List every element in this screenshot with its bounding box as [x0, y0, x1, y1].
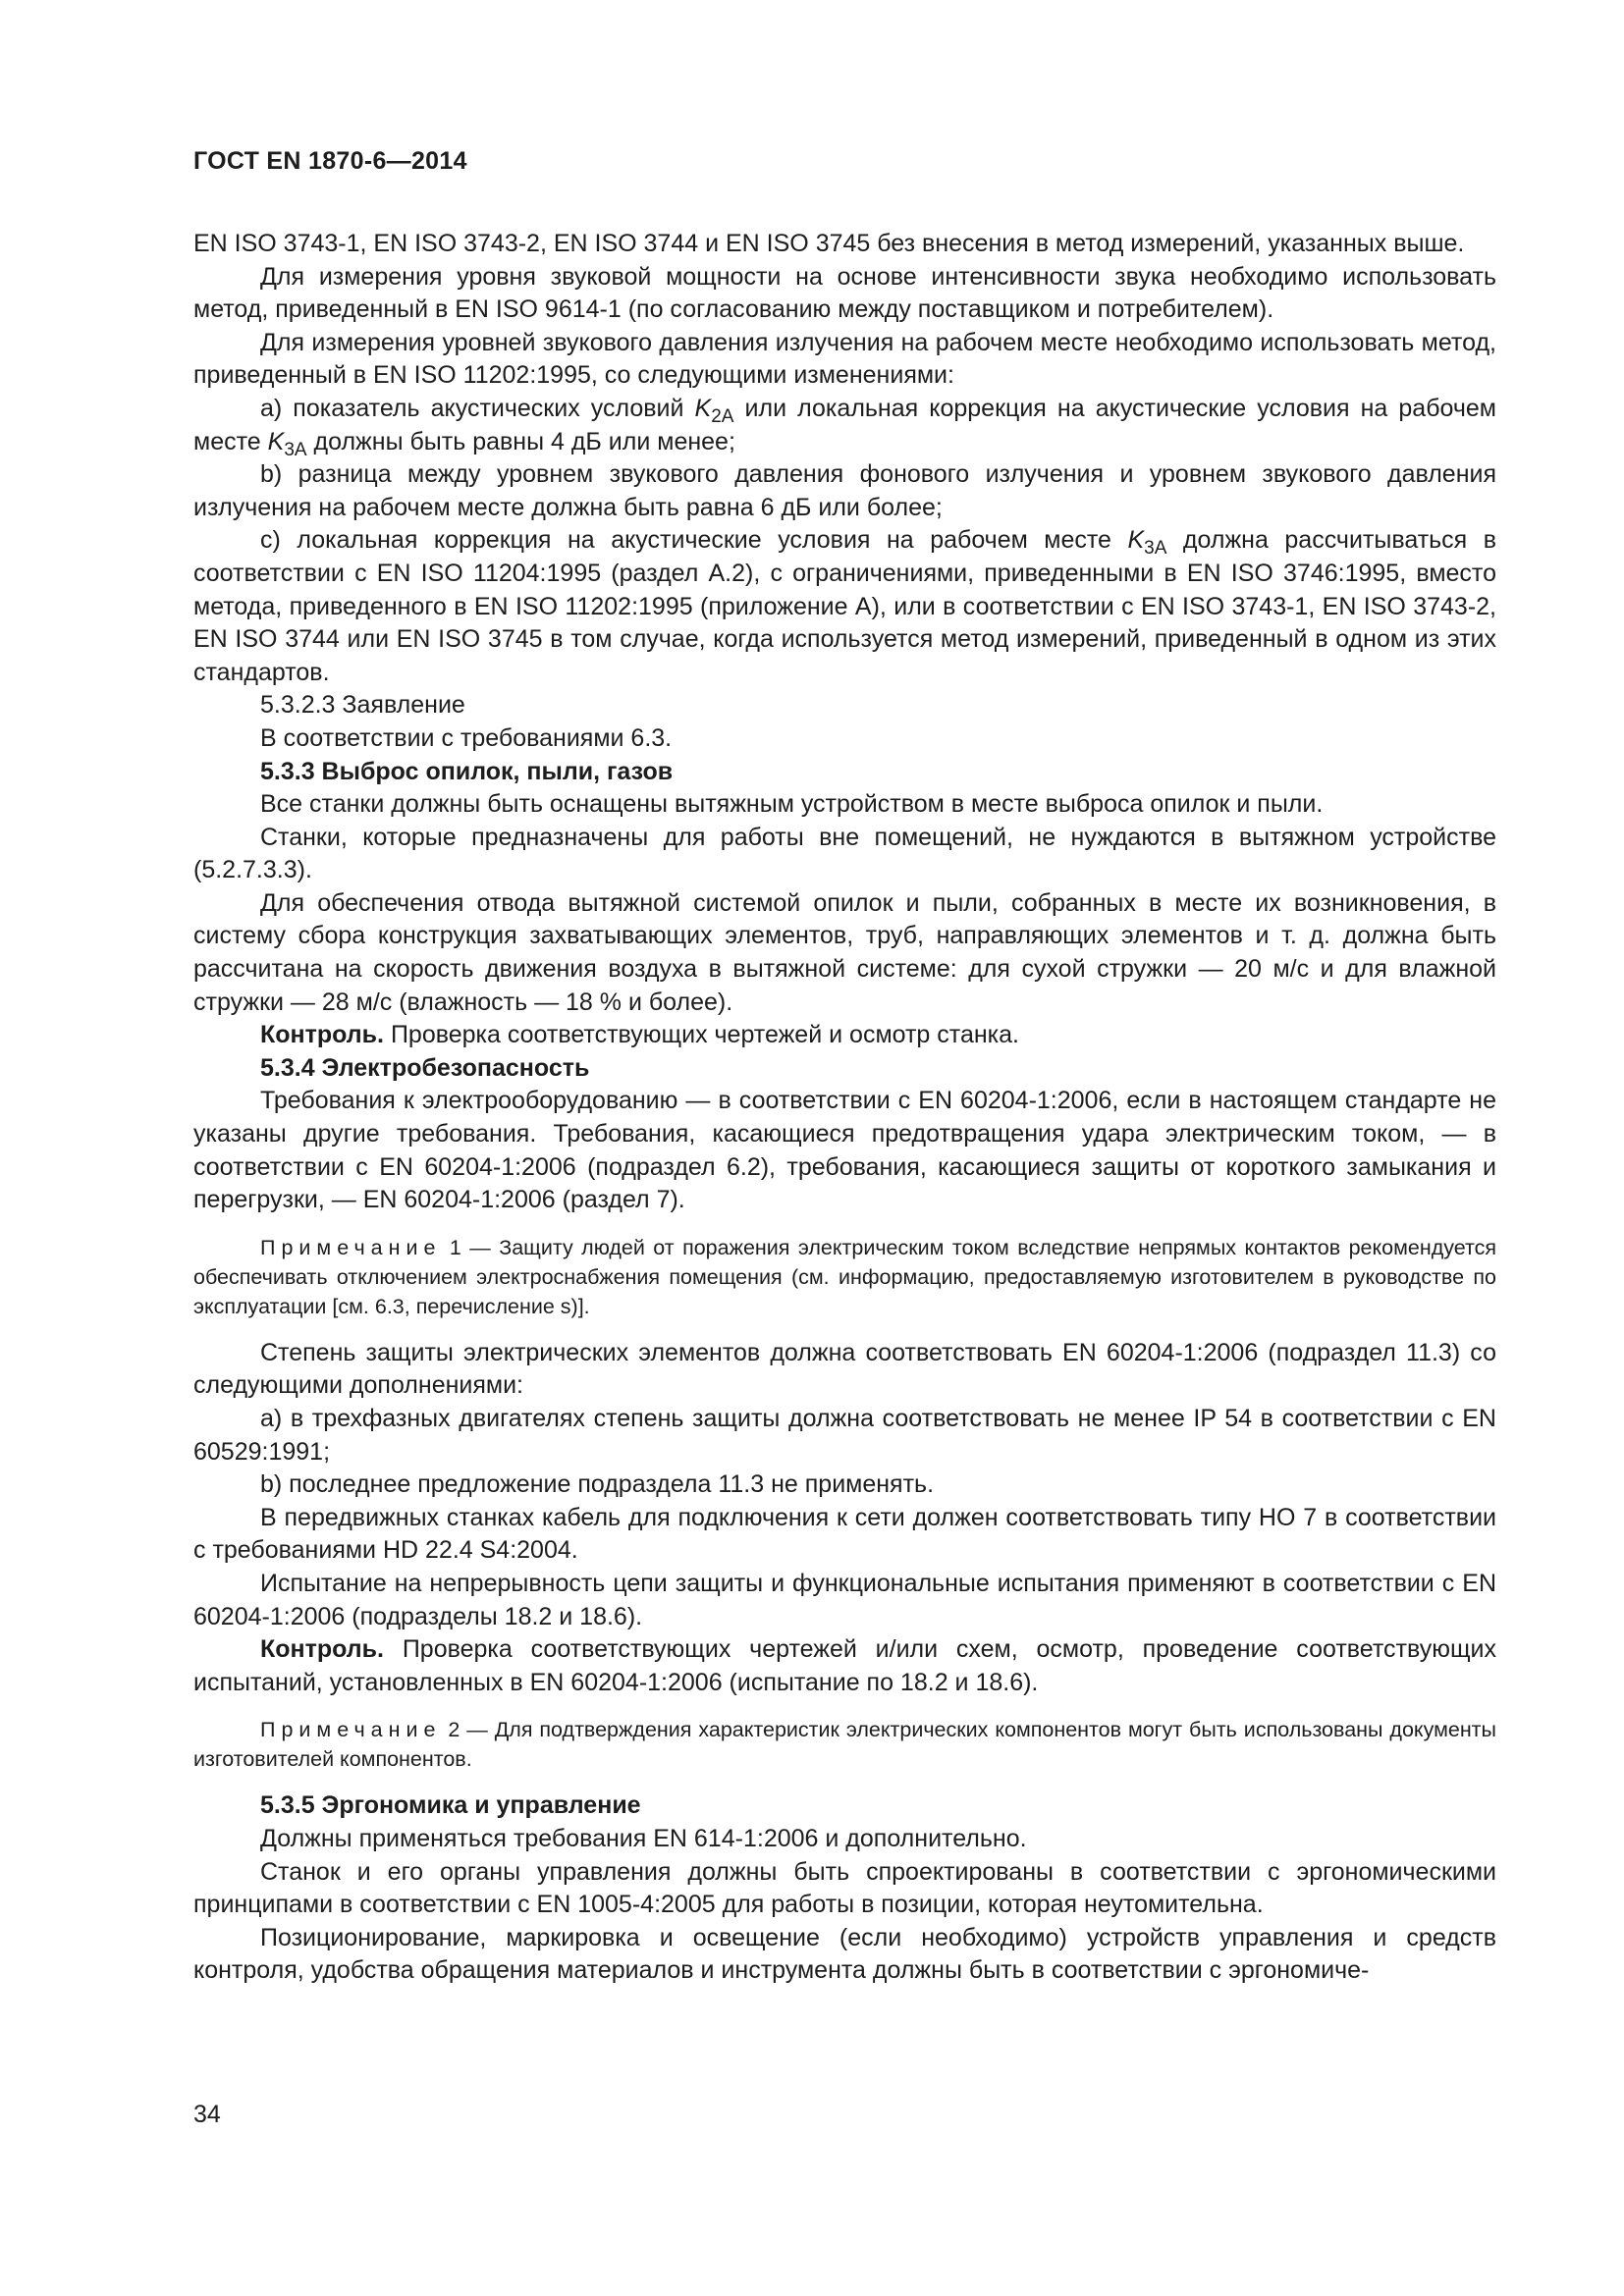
list-item-c	[193, 524, 1496, 689]
control-paragraph	[193, 1633, 1496, 1699]
section-heading: 5.3.3 Выброс опилок, пыли, газов	[260, 757, 674, 785]
paragraph: Для измерения уровня звуковой мощности на основе интенсивности звука необходимо использовать метод, приведенный в EN ISO 9614-1 (по согласованию между поставщиком и потребителем).	[193, 262, 1496, 324]
paragraph: Станок и его органы управления должны быть спроектированы в соответствии с эргономическими принципами в соответствии с EN 1005-4:2005 для работы в позиции, которая неутомительна.	[193, 1857, 1496, 1919]
list-item-b: b) последнее предложение подраздела 11.3 не применять.	[260, 1470, 935, 1499]
text-run: Проверка соответствующих чертежей и/или схем, осмотр, проведение соответствующих испытаний, установленных в EN 60204-1:2006 (испытание по 18.2 и 18.6).	[193, 1635, 1496, 1696]
paragraph: Для измерения уровней звукового давления излучения на рабочем месте необходимо использовать метод, приведенный в EN ISO 11202:1995, со следующими изменениями:	[193, 328, 1496, 390]
text-run: с) локальная коррекция на акустические условия на рабочем месте	[260, 526, 1128, 555]
note-text: 1 — Защиту людей от поражения электрическим током вследствие непрямых контактов рекомендуется обеспечивать отключением электроснабжения помещения (см. информацию, предоставляемую изготовителем в руководстве по эксплуатации [см. 6.3, перечисление s)].	[193, 1235, 1496, 1318]
symbol-k: K	[1127, 526, 1145, 555]
subscript: 3A	[1144, 538, 1167, 560]
subsection-title: 5.3.2.3 Заявление	[260, 691, 465, 720]
list-item-b: b) разница между уровнем звукового давления фонового излучения и уровнем звукового давления излучения на рабочем месте должна быть равна 6 дБ или более;	[193, 460, 1496, 521]
symbol-k: K	[694, 394, 712, 422]
paragraph: Должны применяться требования EN 614-1:2006 и дополнительно.	[260, 1824, 1027, 1852]
note-label: Примечание	[260, 1235, 442, 1259]
section-heading: 5.3.5 Эргономика и управление	[260, 1791, 641, 1820]
subscript: 3A	[284, 439, 307, 460]
text-run: а) показатель акустических условий	[260, 394, 695, 422]
document-header-title: ГОСТ EN 1870-6—2014	[193, 147, 467, 175]
control-label: Контроль.	[260, 1635, 384, 1664]
text-run: или локальная коррекция на акустические условия на рабочем месте	[193, 394, 1496, 455]
note-label: Примечание	[260, 1718, 442, 1742]
document-body	[193, 228, 1496, 1988]
note	[193, 1715, 1496, 1774]
paragraph: Все станки должны быть оснащены вытяжным устройством в месте выброса опилок и пыли.	[260, 790, 1324, 819]
section-heading: 5.3.4 Электробезопасность	[260, 1053, 590, 1082]
symbol-k: K	[267, 427, 285, 455]
list-item-a	[193, 393, 1496, 458]
list-item-a: а) в трехфазных двигателях степень защиты должна соответствовать не менее IP 54 в соответствии с EN 60529:1991;	[193, 1405, 1496, 1466]
text-run: Проверка соответствующих чертежей и осмотр станка.	[384, 1021, 1019, 1049]
paragraph: В передвижных станках кабель для подключения к сети должен соответствовать типу НО 7 в соответствии с требованиями HD 22.4 S4:2004.	[193, 1503, 1496, 1565]
paragraph: Позиционирование, маркировка и освещение (если необходимо) устройств управления и средств контроля, удобства обращения материалов и инструмента должны быть в соответствии с эргономиче-	[193, 1923, 1496, 1985]
text-run: должны быть равны 4 дБ или менее;	[306, 427, 735, 455]
paragraph: Степень защиты электрических элементов должна соответствовать EN 60204-1:2006 (подраздел 11.3) со следующими дополнениями:	[193, 1338, 1496, 1400]
page-number: 34	[193, 2101, 221, 2128]
paragraph: Для обеспечения отвода вытяжной системой опилок и пыли, собранных в месте их возникновения, в систему сбора конструкция захватывающих элементов, труб, направляющих элементов и т. д. должна быть рассчитана на скорость движения воздуха в вытяжной системе: для сухой стружки — 20 м/с и для влажной стружки — 28 м/с (влажность — 18 % и более).	[193, 888, 1496, 1016]
paragraph: EN ISO 3743-1, EN ISO 3743-2, EN ISO 3744 и EN ISO 3745 без внесения в метод измерений, указанных выше.	[193, 230, 1465, 257]
text-run: должна рассчитываться в соответствии с EN ISO 11204:1995 (раздел А.2), с ограничениями, приведенными в EN ISO 3746:1995, вместо метода, приведенного в EN ISO 11202:1995 (приложение А), или в соответствии с EN ISO 3743-1, EN ISO 3743-2, EN ISO 3744 или EN ISO 3745 в том случае, когда используется метод измерений, приведенный в одном из этих стандартов.	[193, 526, 1496, 686]
paragraph: В соответствии с требованиями 6.3.	[260, 723, 673, 752]
note-text: 2 — Для подтверждения характеристик электрических компонентов могут быть использованы документы изготовителей компонентов.	[193, 1718, 1496, 1772]
control-label: Контроль.	[260, 1021, 384, 1049]
subscript: 2A	[711, 405, 734, 427]
control-paragraph	[193, 1019, 1496, 1052]
note	[193, 1233, 1496, 1321]
paragraph: Испытание на непрерывность цепи защиты и функциональные испытания применяют в соответствии с EN 60204-1:2006 (подразделы 18.2 и 18.6).	[193, 1569, 1496, 1630]
paragraph: Станки, которые предназначены для работы вне помещений, не нуждаются в вытяжном устройстве (5.2.7.3.3).	[193, 823, 1496, 884]
paragraph: Требования к электрооборудованию — в соответствии с EN 60204-1:2006, если в настоящем стандарте не указаны другие требования. Требования, касающиеся предотвращения удара электрическим током, — в соответствии с EN 60204-1:2006 (подраздел 6.2), требования, касающиеся защиты от короткого замыкания и перегрузки, — EN 60204-1:2006 (раздел 7).	[193, 1087, 1496, 1214]
